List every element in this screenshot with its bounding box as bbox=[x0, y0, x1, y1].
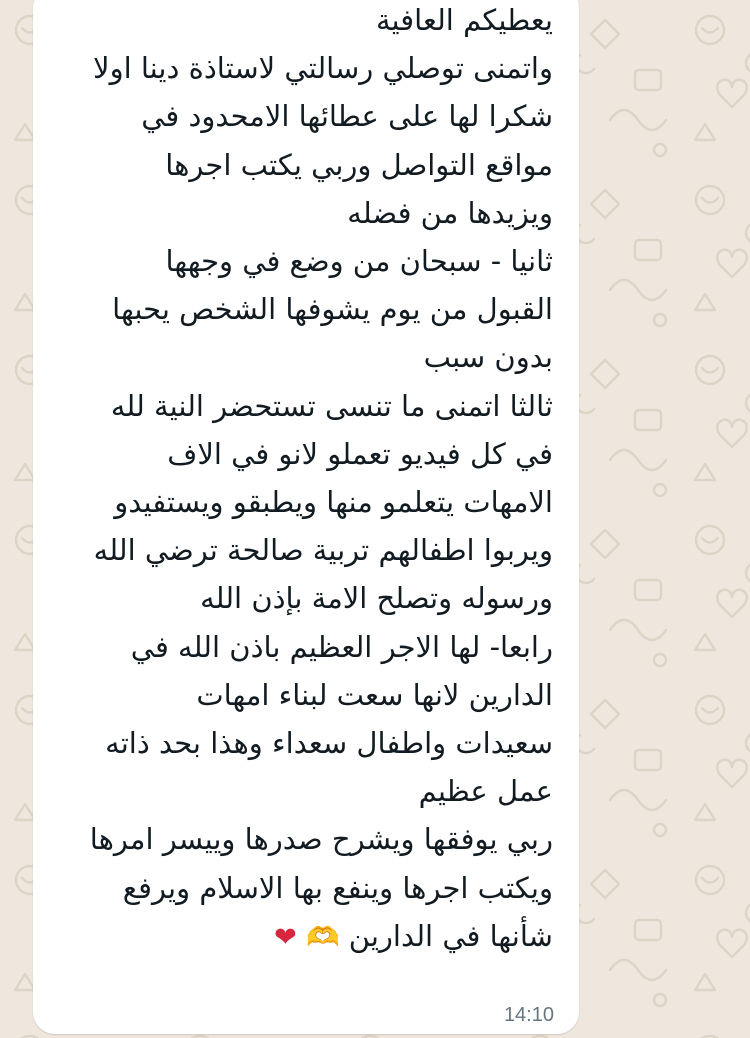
message-line: يعطيكم العافية bbox=[375, 3, 553, 37]
message-line: ويكتب اجرها وينفع بها الاسلام ويرفع bbox=[122, 870, 553, 905]
message-line: ثانيا - سبحان من وضع في وجهها bbox=[165, 244, 553, 279]
message-text bbox=[53, 0, 553, 962]
message-line: رابعا- لها الاجر العظيم باذن الله في bbox=[130, 629, 553, 664]
message-last-line bbox=[53, 912, 553, 962]
heart-hands-icon: 🫶 bbox=[305, 921, 340, 953]
message-line: مواقع التواصل وربي يكتب اجرها bbox=[165, 147, 553, 182]
message-line: واتمنى توصلي رسالتي لاستاذة دينا اولا bbox=[93, 51, 553, 86]
message-line: شكرا لها على عطائها الامحدود في bbox=[141, 99, 553, 134]
message-line: بدون سبب bbox=[423, 340, 553, 375]
message-line: الامهات يتعلمو منها ويطبقو ويستفيدو bbox=[114, 485, 553, 520]
message-bubble[interactable] bbox=[33, 0, 579, 1034]
message-line: ورسوله وتصلح الامة بإذن الله bbox=[200, 581, 553, 616]
message-line-text: شأنها في الدارين bbox=[348, 918, 553, 953]
red-heart-icon: ❤ bbox=[274, 921, 297, 953]
message-timestamp: 14:10 bbox=[503, 1004, 554, 1026]
message-line: ثالثا اتمنى ما تنسى تستحضر النية لله bbox=[110, 388, 553, 423]
message-line: القبول من يوم يشوفها الشخص يحبها bbox=[112, 292, 553, 327]
message-line: ربي يوفقها ويشرح صدرها وييسر امرها bbox=[89, 822, 553, 857]
message-line: في كل فيديو تعملو لانو في الاف bbox=[167, 436, 553, 471]
message-line: الدارين لانها سعت لبناء امهات bbox=[196, 677, 553, 712]
message-line: ويربوا اطفالهم تربية صالحة ترضي الله bbox=[93, 533, 553, 568]
message-line: سعيدات واطفال سعداء وهذا بحد ذاته bbox=[105, 726, 553, 761]
message-line: ويزيدها من فضله bbox=[347, 195, 553, 230]
message-line: عمل عظيم bbox=[418, 774, 553, 809]
